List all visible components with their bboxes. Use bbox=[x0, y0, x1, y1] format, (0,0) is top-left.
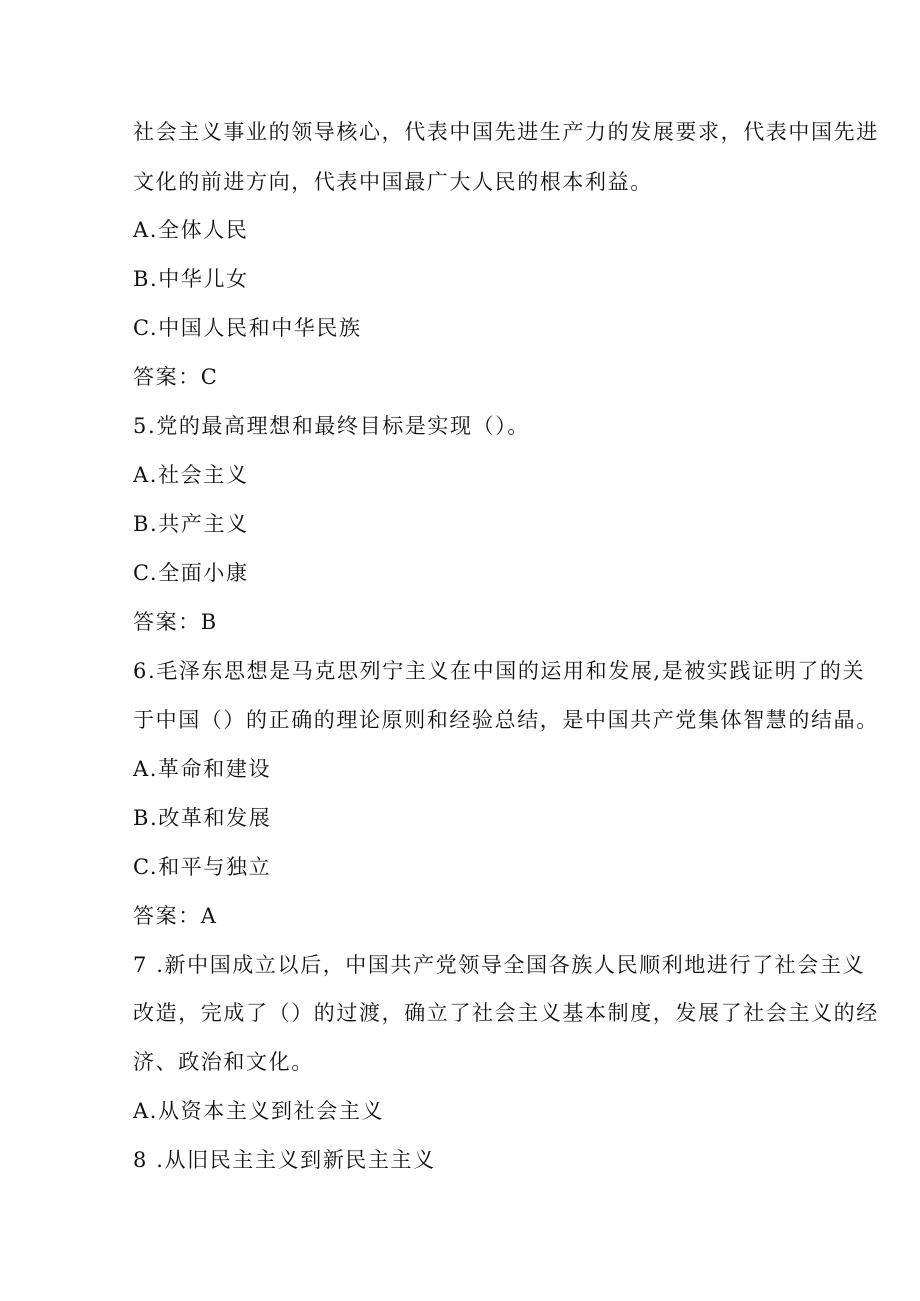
question-line: 于中国（）的正确的理论原则和经验总结，是中国共产党集体智慧的结晶。 bbox=[133, 708, 879, 732]
option-line: C.中国人民和中华民族 bbox=[133, 316, 362, 340]
question-line: 6.毛泽东思想是马克思列宁主义在中国的运用和发展,是被实践证明了的关 bbox=[133, 659, 866, 683]
option-line: 8 .从旧民主主义到新民主主义 bbox=[133, 1148, 436, 1172]
answer-line: 答案：A bbox=[133, 904, 218, 928]
option-line: A.全体人民 bbox=[133, 218, 249, 242]
option-line: A.社会主义 bbox=[133, 463, 249, 487]
option-line: A.从资本主义到社会主义 bbox=[133, 1099, 385, 1123]
question-line: 5.党的最高理想和最终目标是实现（）。 bbox=[133, 414, 530, 438]
option-line: A.革命和建设 bbox=[133, 757, 272, 781]
option-line: B.共产主义 bbox=[133, 512, 249, 536]
option-line: B.中华儿女 bbox=[133, 267, 249, 291]
answer-line: 答案：C bbox=[133, 365, 219, 389]
answer-line: 答案：B bbox=[133, 610, 218, 634]
text-line: 文化的前进方向，代表中国最广大人民的根本利益。 bbox=[133, 170, 653, 194]
question-line: 改造，完成了（）的过渡，确立了社会主义基本制度，发展了社会主义的经 bbox=[133, 1001, 879, 1025]
text-line: 社会主义事业的领导核心，代表中国先进生产力的发展要求，代表中国先进 bbox=[133, 120, 879, 144]
option-line: C.全面小康 bbox=[133, 561, 249, 585]
question-line: 7 .新中国成立以后，中国共产党领导全国各族人民顺利地进行了社会主义 bbox=[133, 953, 866, 977]
option-line: C.和平与独立 bbox=[133, 855, 272, 879]
option-line: B.改革和发展 bbox=[133, 806, 272, 830]
question-line: 济、政治和文化。 bbox=[133, 1050, 314, 1074]
